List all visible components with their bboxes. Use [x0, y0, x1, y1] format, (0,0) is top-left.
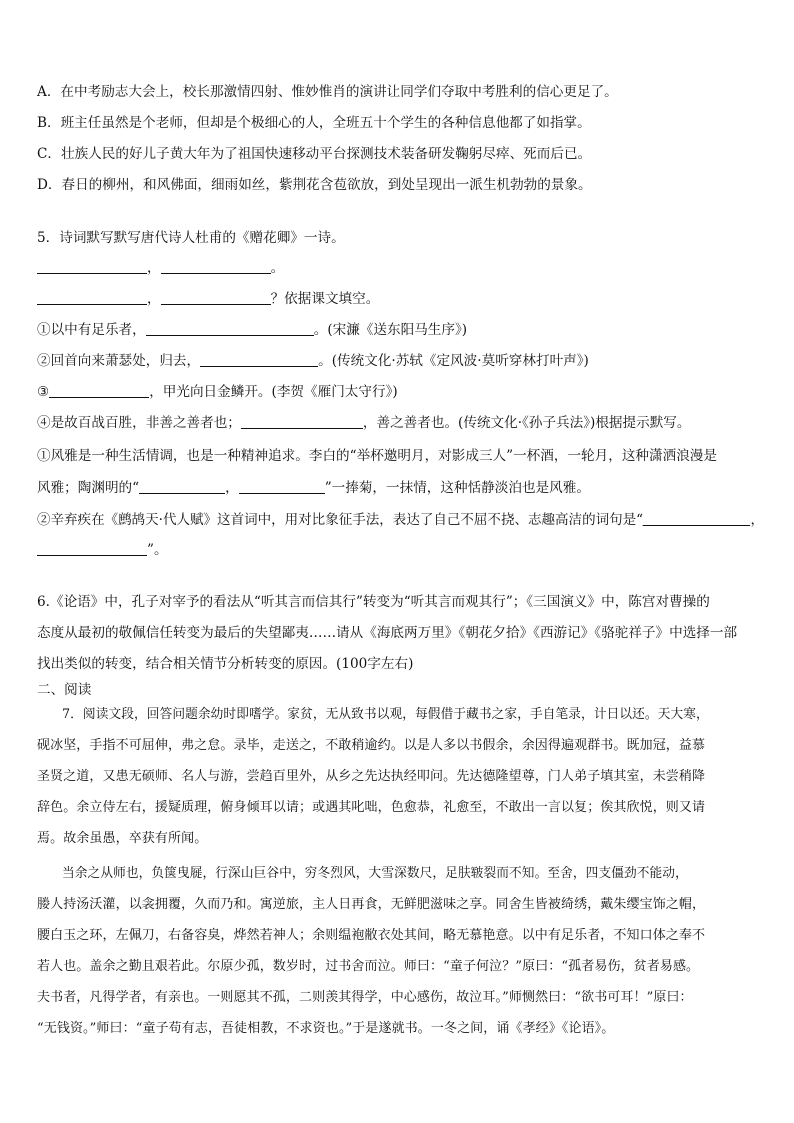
answer-blank[interactable] — [643, 511, 750, 526]
passage-line: 圣贤之道，又患无硕师、名人与游，尝趋百里外，从乡之先达执经叩问。先达德隆望尊，门人弟子填其室，未尝稍降 — [37, 769, 706, 784]
passage-line: 媵人持汤沃灌，以衾拥覆，久而乃和。寓逆旅，主人日再食，无鲜肥滋味之享。同舍生皆被绮绣，戴朱缨宝饰之帽， — [37, 897, 706, 912]
option-c: C．壮族人民的好儿子黄大年为了祖国快速移动平台探测技术装备研发鞠躬尽瘁、死而后已。 — [37, 146, 592, 162]
answer-blank[interactable] — [139, 479, 225, 494]
answer-blank[interactable] — [49, 383, 149, 398]
passage-line: 若人也。盖余之勤且艰若此。尔原少孤，数岁时，过书舍而泣。师曰：“童子何泣？”原曰：“孤者易伤，贫者易感。 — [37, 959, 700, 974]
q5-item5-line1: ①风雅是一种生活情调，也是一种精神追求。李白的“举杯邀明月，对影成三人”一杯酒，一轮月，这种潇洒浪漫是 — [37, 448, 717, 464]
q6-line3: 找出类似的转变，结合相关情节分析转变的原因。(100字左右) — [37, 656, 414, 672]
passage-line: 当余之从师也，负箧曳屣，行深山巨谷中，穷冬烈风，大雪深数尺，足肤皲裂而不知。至舍，四支僵劲不能动， — [62, 866, 688, 881]
q5-item3: ③ ，甲光向日金鳞开。(李贺《雁门太守行》) — [37, 384, 398, 400]
answer-blank[interactable] — [161, 259, 271, 274]
section-heading: 二、阅读 — [37, 682, 92, 698]
option-a: A．在中考励志大会上，校长那激情四射、惟妙惟肖的演讲让同学们夺取中考胜利的信心更足了。 — [37, 84, 618, 100]
q5-heading: 5．诗词默写默写唐代诗人杜甫的《赠花卿》一诗。 — [37, 230, 345, 246]
answer-blank[interactable] — [200, 352, 318, 367]
option-b: B．班主任虽然是个老师，但却是个极细心的人，全班五十个学生的各种信息他都了如指掌。 — [37, 115, 591, 131]
q6-line1: 6.《论语》中，孔子对宰予的看法从“听其言而信其行”转变为“听其言而观其行”；《三国演义》中，陈宫对曹操的 — [37, 594, 710, 610]
q5-item1: ①以中有足乐者， 。(宋濂《送东阳马生序》) — [37, 322, 468, 338]
option-d: D．春日的柳州，和风佛面，细雨如丝，紫荆花含苞欲放，到处呈现出一派生机勃勃的景象。 — [37, 177, 592, 193]
q5-line1: ， 。 — [37, 258, 757, 278]
answer-blank[interactable] — [37, 259, 147, 274]
q5-line2: ， ？依据课文填空。 — [37, 289, 757, 309]
q5-item6-line2: ”。 — [37, 540, 757, 560]
passage-line: 夫书者，凡得学者，有亲也。一则愿其不孤，二则羡其得学，中心感伤，故泣耳。”师恻然曰：“欲书可耳！”原曰： — [37, 990, 693, 1005]
answer-blank[interactable] — [146, 321, 314, 336]
q5-item4: ④是故百战百胜，非善之善者也； ，善之善者也。(传统文化·《孙子兵法》)根据提示默写。 — [37, 415, 691, 431]
passage-line: 辞色。余立侍左右，援疑质理，俯身倾耳以请；或遇其叱咄，色愈恭，礼愈至，不敢出一言以复；俟其欣悦，则又请 — [37, 800, 706, 815]
answer-blank[interactable] — [37, 541, 147, 556]
passage-line: 腰白玉之环，左佩刀，右备容臭，烨然若神人；余则缊袍敝衣处其间，略无慕艳意。以中有足乐者，不知口体之奉不 — [37, 928, 706, 943]
answer-blank[interactable] — [37, 290, 147, 305]
passage-line: 焉。故余虽愚，卒获有所闻。 — [37, 831, 208, 846]
q5-item6-line1: ②辛弃疾在《鹧鸪天·代人赋》这首词中，用对比象征手法，表达了自己不屈不挠、志趣高洁的词句是“ ， — [37, 512, 764, 528]
passage-line: “无钱资。”师曰：“童子苟有志，吾徒相教，不求资也。”于是遂就书。一冬之间，诵《孝经》《论语》。 — [37, 1021, 615, 1036]
answer-blank[interactable] — [161, 290, 271, 305]
q5-item2: ②回首向来萧瑟处，归去， 。(传统文化·苏轼《定风波·莫听穿林打叶声》) — [37, 353, 589, 369]
q5-item5-line2: 风雅；陶渊明的“ ， ”一捧菊，一抹情，这种恬静淡泊也是风雅。 — [37, 480, 590, 496]
passage-line: 7．阅读文段，回答问题余幼时即嗜学。家贫，无从致书以观，每假借于藏书之家，手自笔录，计日以还。天大寒， — [62, 707, 709, 722]
q6-line2: 态度从最初的敬佩信任转变为最后的失望鄙夷……请从《海底两万里》《朝花夕拾》《西游记》《骆驼祥子》中选择一部 — [37, 625, 738, 641]
answer-blank[interactable] — [239, 479, 325, 494]
answer-blank[interactable] — [241, 414, 363, 429]
passage-line: 砚冰坚，手指不可屈伸，弗之怠。录毕，走送之，不敢稍逾约。以是人多以书假余，余因得遍观群书。既加冠，益慕 — [37, 738, 706, 753]
